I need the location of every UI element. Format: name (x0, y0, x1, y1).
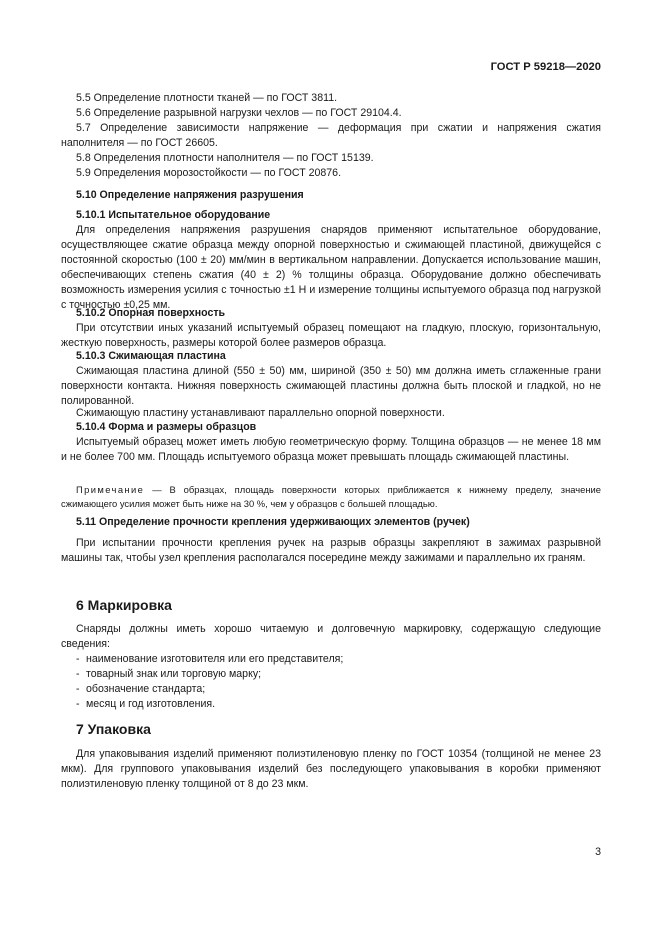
section-5-11-title: 5.11 Определение прочности крепления удерживающих элементов (ручек) (76, 516, 470, 528)
section-5-11-text: При испытании прочности крепления ручек на разрыв образцы закрепляют в зажимах разрывной машины так, чтобы узел крепления располагался посередине между зажимами и параллельно их граням. (61, 537, 601, 564)
note-label: Примечание (76, 484, 145, 495)
item-5-6: 5.6 Определение разрывной нагрузки чехлов — по ГОСТ 29104.4. (76, 107, 402, 119)
note-text: — В образцах, площадь поверхности которых приближается к нижнему пределу, значение сжимающего усилия может быть ниже на 30 %, чем у образцов с большей площадью. (61, 484, 601, 509)
section-7-title: 7 Упаковка (76, 721, 151, 737)
note (61, 483, 601, 510)
item-5-5: 5.5 Определение плотности тканей — по ГОСТ 3811. (76, 92, 338, 104)
section-5-10-4-text: Испытуемый образец может иметь любую геометрическую форму. Толщина образцов — не менее 18 мм и не более 700 мм. Площадь испытуемого образца может превышать площадь сжимающей пластины. (61, 436, 601, 463)
page-number: 3 (595, 846, 601, 858)
section-7-text: Для упаковывания изделий применяют полиэтиленовую пленку по ГОСТ 10354 (толщиной не менее 23 мкм). Для группового упаковывания изделий без последующего упаковывания в коробки применяют полиэтиленовую пленку толщиной от 8 до 23 мкм. (61, 748, 601, 790)
section-5-10-4-title: 5.10.4 Форма и размеры образцов (76, 421, 257, 433)
standard-code: ГОСТ Р 59218—2020 (490, 61, 601, 73)
section-5-10-2-title: 5.10.2 Опорная поверхность (76, 307, 226, 319)
section-5-10-1-title: 5.10.1 Испытательное оборудование (76, 209, 271, 221)
list-item: - месяц и год изготовления. (76, 698, 216, 710)
list-item: - товарный знак или торговую марку; (76, 668, 262, 680)
section-6-title: 6 Маркировка (76, 597, 172, 613)
section-5-10-3-title: 5.10.3 Сжимающая пластина (76, 350, 226, 362)
item-5-9: 5.9 Определения морозостойкости — по ГОСТ 20876. (76, 167, 342, 179)
section-5-10-title: 5.10 Определение напряжения разрушения (76, 189, 304, 201)
list-item: - наименование изготовителя или его представителя; (76, 653, 344, 665)
list-item: - обозначение стандарта; (76, 683, 206, 695)
section-5-10-3-text-2: Сжимающую пластину устанавливают параллельно опорной поверхности. (76, 407, 445, 419)
section-5-10-3-text: Сжимающая пластина длиной (550 ± 50) мм, шириной (350 ± 50) мм должна иметь сглаженные грани поверхности контакта. Нижняя поверхность сжимающей пластины должна быть плоской и гладкой, но не полированной. (61, 365, 601, 407)
item-5-8: 5.8 Определения плотности наполнителя — по ГОСТ 15139. (76, 152, 374, 164)
marking-list (61, 652, 601, 712)
item-5-7: 5.7 Определение зависимости напряжение — деформация при сжатии и напряжения сжатия наполнителя — по ГОСТ 26605. (61, 122, 601, 149)
section-5-10-1-text: Для определения напряжения разрушения снарядов применяют испытательное оборудование, осуществляющее сжатие образца между опорной поверхностью и сжимающей пластиной, движущейся с постоянной скоростью (100 ± 20) мм/мин в вертикальном направлении. Допускается использование машин, обеспечивающих степень сжатия (40 ± 2) % толщины образца. Оборудование должно обеспечивать возможность измерения усилия с точностью ±1 Н и измерение толщины испытуемого образца под нагрузкой с точностью ±0,25 мм. (61, 224, 601, 311)
section-6-intro: Снаряды должны иметь хорошо читаемую и долговечную маркировку, содержащую следующие сведения: (61, 623, 601, 650)
section-5-10-2-text: При отсутствии иных указаний испытуемый образец помещают на гладкую, плоскую, горизонтальную, жесткую поверхность, размеры которой более размеров образца. (61, 322, 601, 349)
